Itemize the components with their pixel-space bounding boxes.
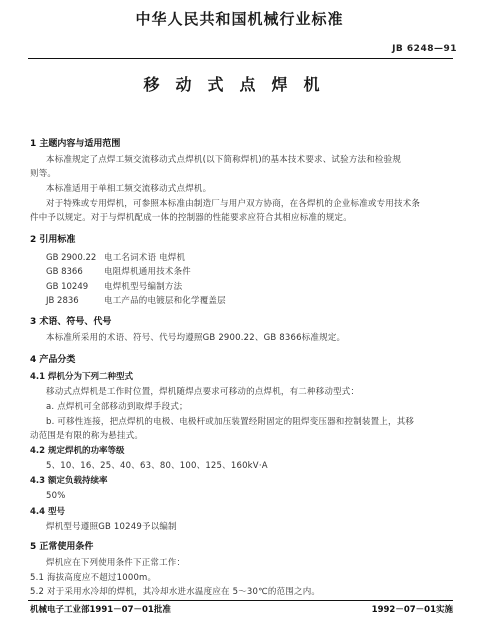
section-4-1-line-1: 移动式点焊机是工作时位置，焊机随焊点要求可移动的点焊机，有二种移动型式： [46,387,360,397]
reference-code: GB 8366 [46,267,83,277]
section-3-paragraph: 本标准所采用的术语、符号、代号均遵照GB 2900.22、GB 8366标准规定。 [46,333,346,343]
section-1-paragraph-3-line-2: 件中予以规定。对于与焊机配成一体的控制器的性能要求应符合其相应标准的规定。 [30,213,352,223]
reference-title: 电阻焊机通用技术条件 [104,267,192,277]
section-4-3-value: 50% [46,491,66,501]
reference-code: GB 10249 [46,282,89,292]
section-5-2: 5.2 对于采用水冷却的焊机，其冷却水进水温度应在 5～30℃的范围之内。 [30,587,321,597]
reference-title: 电工产品的电镀层和化学覆盖层 [104,296,226,306]
reference-title: 电焊机型号编制方法 [104,282,183,292]
section-3-heading: 3 术语、符号、代号 [30,317,112,327]
section-4-4-heading: 4.4 型号 [30,507,66,517]
section-2-heading: 2 引用标准 [30,235,76,245]
section-5-intro: 焊机应在下列使用条件下正常工作： [46,558,186,568]
section-4-1-item-a: a. 点焊机可全部移动到取焊手段式； [46,402,188,412]
section-1-paragraph-1-line-1: 本标准规定了点焊工频交流移动式点焊机(以下简称焊机)的基本技术要求、试验方法和检验规 [46,155,402,165]
section-4-2-values: 5、10、16、25、40、63、80、100、125、160kV·A [46,461,268,471]
section-1-paragraph-1-line-2: 则等。 [30,169,57,179]
section-4-1-item-b-line-2: 动范围是有限的称为悬挂式。 [30,431,144,441]
section-4-3-heading: 4.3 额定负载持续率 [30,476,108,486]
effective-date: 1992－07－01实施 [371,605,453,615]
reference-code: GB 2900.22 [46,253,97,263]
section-4-heading: 4 产品分类 [30,355,76,365]
reference-title: 电工名词术语 电焊机 [104,253,186,263]
section-1-paragraph-3-line-1: 对于特殊或专用焊机，可参照本标准由制造厂与用户双方协商，在各焊机的企业标准或专用技术条 [46,199,421,209]
reference-code: JB 2836 [46,296,79,306]
section-4-4-text: 焊机型号遵照GB 10249予以编制 [46,522,177,532]
section-4-1-item-b-line-1: b. 可移性连接，把点焊机的电极、电极杆或加压装置经附固定的阻焊变压器和控制装置上，其移 [46,417,415,427]
standard-header-title: 中华人民共和国机械行业标准 [135,10,344,28]
standard-number: JB 6248—91 [392,44,457,54]
section-5-1: 5.1 海拔高度应不超过1000m。 [30,573,157,583]
section-4-1-heading: 4.1 焊机分为下列二种型式 [30,372,134,382]
section-1-heading: 1 主题内容与适用范围 [30,139,121,149]
footer-rule [28,600,453,601]
header-rule [28,58,453,59]
approval-date: 机械电子工业部1991－07－01批准 [30,605,171,615]
document-title: 移动式点焊机 [143,75,336,94]
section-5-heading: 5 正常使用条件 [30,542,94,552]
section-4-2-heading: 4.2 规定焊机的功率等级 [30,446,125,456]
section-1-paragraph-2: 本标准适用于单相工频交流移动式点焊机。 [46,184,212,194]
